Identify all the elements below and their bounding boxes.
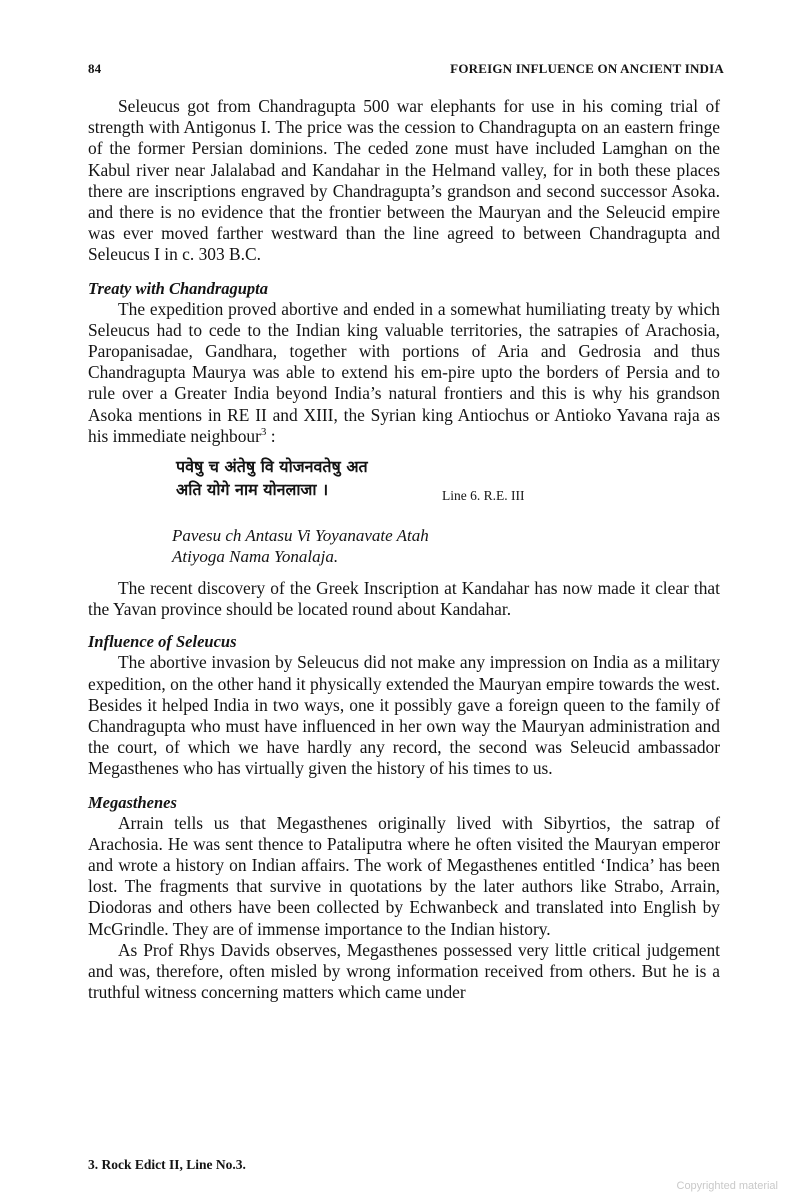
influence-paragraph: The abortive invasion by Seleucus did not make any impression on India as a military expedition, on the other hand it physically extended the Mauryan empire towards the west. Besides it helped India in two ways, one it possibly gave a foreign queen to the family of Chandragupta who must have influenced in her own way the Mauryan administration and the court, of which we have hardly any record, the second was Seleucid ambassador Megasthenes who has virtually given the history of his times to us. — [88, 652, 720, 779]
footnote-marker: 3 — [260, 426, 267, 439]
rhys-davids-paragraph: As Prof Rhys Davids observes, Megasthenes possessed very little critical judgement and was, therefore, often misled by wrong information received from others. But he is a truthful witness concerning matters which came under — [88, 939, 720, 1003]
footnote: 3. Rock Edict II, Line No.3. — [88, 1157, 246, 1172]
transliteration-line-2: Atiyoga Nama Yonalaja. — [172, 547, 339, 567]
devanagari-verse — [176, 455, 368, 501]
inscription-quote — [88, 455, 720, 507]
devanagari-line-2: अति योगे नाम योनलाजा । — [176, 480, 329, 500]
treaty-paragraph — [88, 299, 720, 447]
page-body — [88, 96, 720, 1004]
intro-paragraph: Seleucus got from Chandragupta 500 war elephants for use in his coming trial of strength with Antigonus I. The price was the cession to Chandragupta on an eastern fringe of the former Persian dominions. The ceded zone must have included Lamghan on the Kabul river near Jalalabad and Kandahar in the Helmand valley, for in both these places there are inscriptions engraved by Chandragupta’s grandson and second successor Asoka. and there is no evidence that the frontier between the Mauryan and the Seleucid empire was ever moved farther westward than the line agreed to between Chandragupta and Seleucus I in c. 303 B.C. — [88, 96, 720, 265]
section-heading-influence: Influence of Seleucus — [88, 632, 237, 652]
copyright-watermark: Copyrighted material — [676, 1180, 778, 1192]
kandahar-paragraph: The recent discovery of the Greek Inscription at Kandahar has now made it clear that the Yavan province should be located round about Kandahar. — [88, 578, 720, 620]
transliteration-line-1: Pavesu ch Antasu Vi Yoyanavate Atah — [172, 526, 429, 546]
megasthenes-paragraph: Arrain tells us that Megasthenes originally lived with Sibyrtios, the satrap of Arachosia. He was sent thence to Pataliputra where he often visited the Mauryan emperor and wrote a history on Indian affairs. The work of Megasthenes entitled ‘Indica’ has been lost. The fragments that survive in quotations by the later authors like Strabo, Arrain, Diodoras and others have been collected by Echwanbeck and translated into English by McGrindle. They are of immense importance to the Indian history. — [88, 812, 720, 939]
page-header — [88, 61, 724, 81]
running-title: FOREIGN INFLUENCE ON ANCIENT INDIA — [450, 61, 724, 76]
section-heading-megasthenes: Megasthenes — [88, 792, 177, 812]
section-heading-treaty: Treaty with Chandragupta — [88, 278, 269, 298]
treaty-paragraph-text: The expedition proved abortive and ended in a somewhat humiliating treaty by which Seleucus had to cede to the Indian king valuable territories, the satrapies of Arachosia, Paropanisadae, Gandhara, together with portions of Aria and Gedrosia and thus Chandragupta Maurya was able to extend his em-pire upto the borders of Persia and to rule over a Greater India beyond India’s natural frontiers and this is why his grandson Asoka mentions in RE II and XIII, the Syrian king Antiochus or Antioko Yavana raja as his immediate neighbour — [88, 298, 720, 446]
transliteration — [88, 525, 720, 567]
page-number: 84 — [88, 61, 102, 76]
treaty-colon: : — [266, 425, 276, 446]
devanagari-line-1: पवेषु च अंतेषु वि योजनवतेषु अत — [176, 457, 368, 477]
inscription-reference: Line 6. R.E. III — [442, 488, 525, 504]
